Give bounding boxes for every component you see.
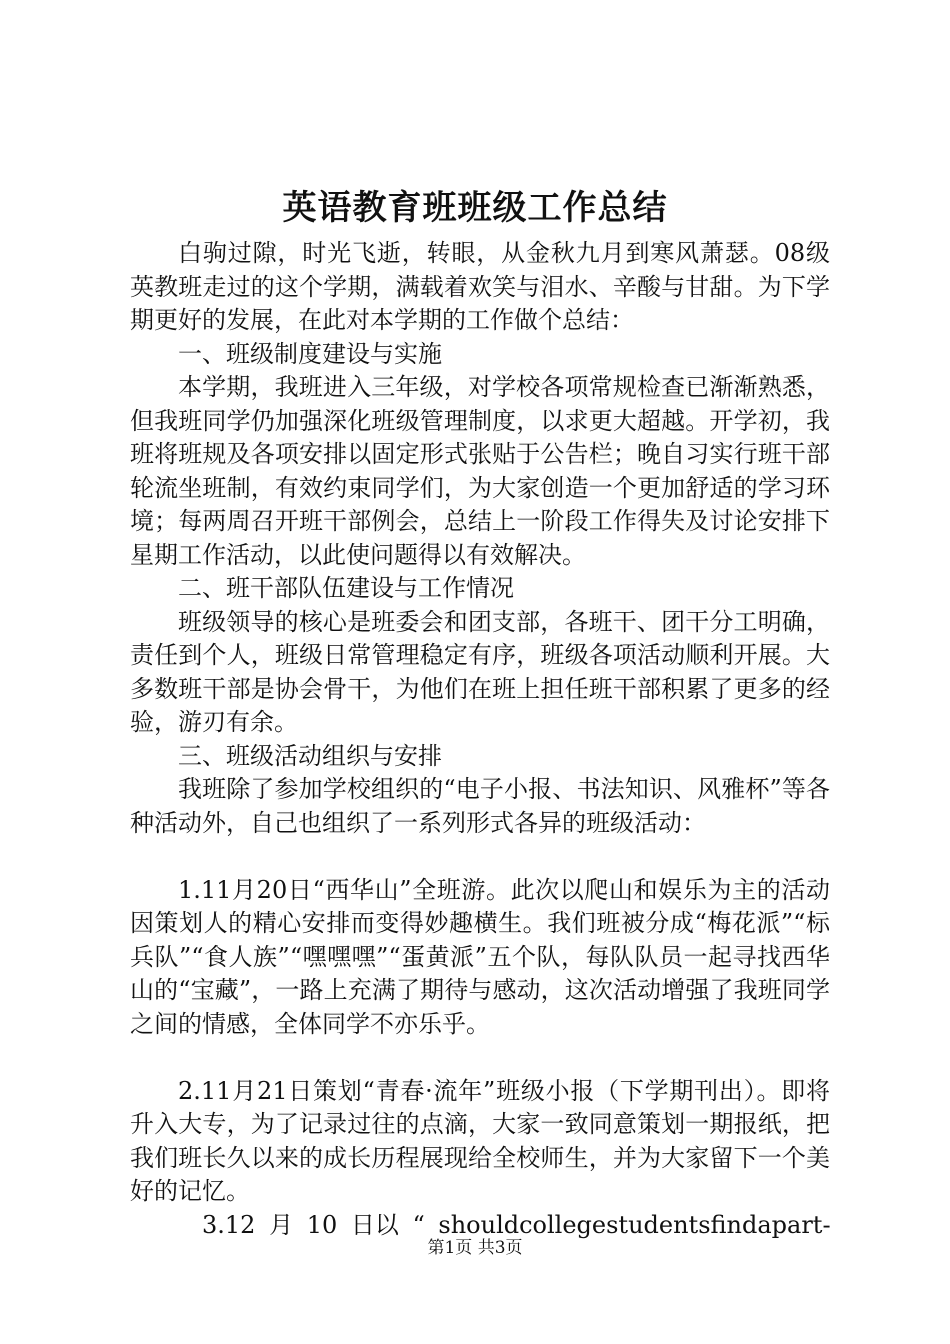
section-heading-2: 二、班干部队伍建设与工作情况 — [178, 574, 514, 602]
section-heading-3: 三、班级活动组织与安排 — [178, 741, 442, 770]
activity-item-2: 2.11月21日策划“青春·流年”班级小报（下学期刊出）。即将升入大专，为了记录过往的点滴，大家一致同意策划一期报纸，把我们班长久以来的成长历程展现给全校师生，并为大家留下一个美好的记忆。 — [130, 1076, 830, 1205]
activity-item-1: 1.11月20日“西华山”全班游。此次以爬山和娱乐为主的活动因策划人的精心安排而变得妙趣横生。我们班被分成“梅花派”“标兵队”“食人族”“嘿嘿嘿”“蛋黄派”五个队，每队队员一起寻找西华山的“宝藏”，一路上充满了期待与感动，这次活动增强了我班同学之间的情感，全体同学不亦乐乎。 — [130, 875, 830, 1038]
paragraph-section-1: 本学期，我班进入三年级，对学校各项常规检查已渐渐熟悉，但我班同学仍加强深化班级管理制度，以求更大超越。开学初，我班将班规及各项安排以固定形式张贴于公告栏；晚自习实行班干部轮流坐班制，有效约束同学们，为大家创造一个更加舒适的学习环境；每两周召开班干部例会，总结上一阶段工作得失及讨论安排下星期工作活动，以此使问题得以有效解决。 — [130, 373, 830, 569]
document-body — [130, 237, 830, 1242]
paragraph-section-2: 班级领导的核心是班委会和团支部，各班干、团干分工明确，责任到个人，班级日常管理稳定有序，班级各项活动顺利开展。大多数班干部是协会骨干，为他们在班上担任班干部积累了更多的经验，游刃有余。 — [130, 607, 830, 736]
page-footer: 第1页 共3页 — [427, 1238, 523, 1258]
activity-item-3: 3.12 月 10 日以 “ shouldcollegestudentsfindapart- — [202, 1210, 831, 1239]
document-title: 英语教育班班级工作总结 — [282, 188, 668, 228]
section-heading-1: 一、班级制度建设与实施 — [178, 339, 442, 368]
paragraph-intro: 白驹过隙，时光飞逝，转眼，从金秋九月到寒风萧瑟。08级英教班走过的这个学期，满载着欢笑与泪水、辛酸与甘甜。为下学期更好的发展，在此对本学期的工作做个总结： — [130, 239, 830, 334]
paragraph-section-3: 我班除了参加学校组织的“电子小报、书法知识、风雅杯”等各种活动外，自己也组织了一系列形式各异的班级活动： — [130, 775, 830, 837]
